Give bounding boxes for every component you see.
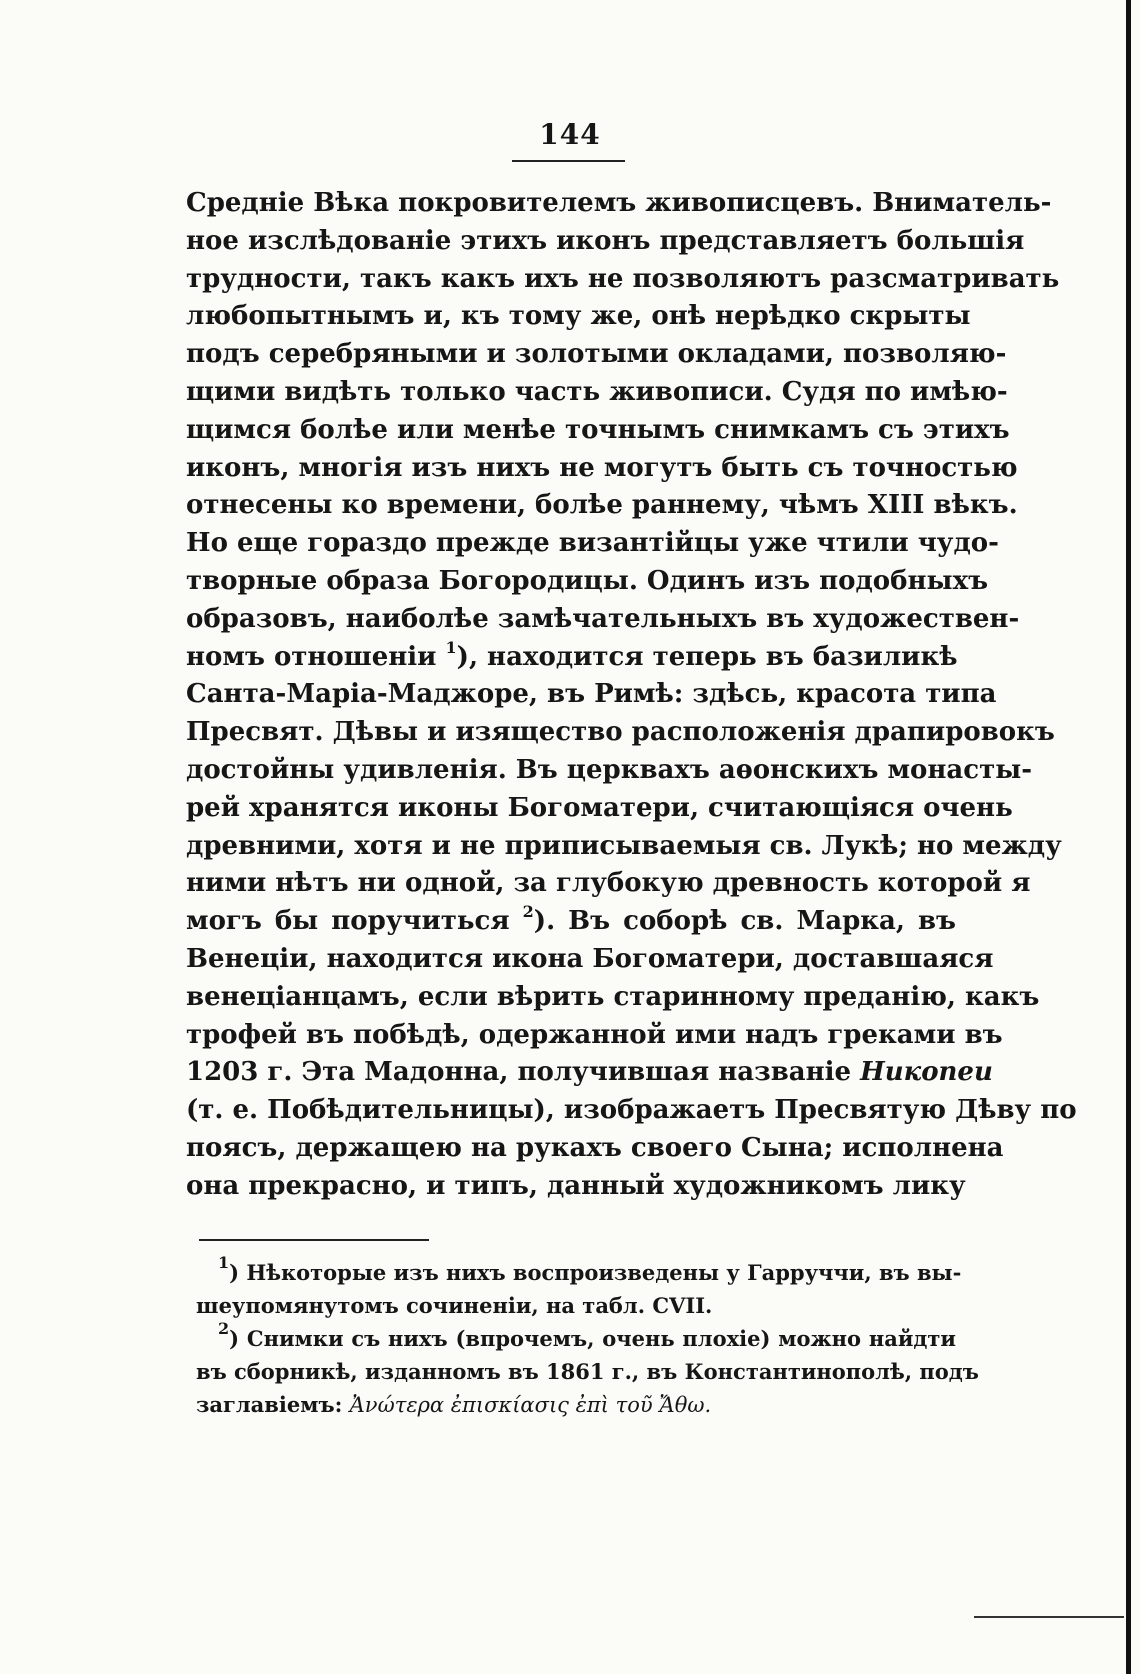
body-text xyxy=(186,185,1077,1206)
footnote-2-line xyxy=(196,1388,956,1421)
page-edge-line xyxy=(1126,0,1131,1674)
text-line: иконъ, многія изъ нихъ не могутъ быть съ точностью xyxy=(186,452,1018,483)
footnote-1-line: шеупомянутомъ сочиненіи, на табл. CVII. xyxy=(196,1293,713,1318)
text-line-part: могъ бы поручиться xyxy=(186,906,510,937)
text-line: любопытнымъ и, къ тому же, онѣ нерѣдко скрыты xyxy=(186,301,971,332)
text-line: Венеціи, находится икона Богоматери, доставшаяся xyxy=(186,943,994,974)
text-line: Пресвят. Дѣвы и изящество расположенія драпировокъ xyxy=(186,717,1055,748)
text-line xyxy=(186,1054,993,1092)
text-line: трудности, такъ какъ ихъ не позволяютъ разсматривать xyxy=(186,263,1060,294)
text-line: (т. е. Побѣдительницы), изображаетъ Пресвятую Дѣву по xyxy=(186,1095,1077,1126)
footnote-2-line xyxy=(196,1319,956,1355)
footnote-marker: 1 xyxy=(218,1253,230,1272)
italic-term: Никопеи xyxy=(860,1057,993,1088)
greek-title: Ἀνώτερα ἐπισκίασις ἐπὶ τοῦ Ἄθω. xyxy=(349,1393,712,1417)
bottom-rule xyxy=(974,1616,1124,1618)
text-line: ними нѣтъ ни одной, за глубокую древность которой я xyxy=(186,868,1031,899)
text-line-part: ). Въ соборѣ св. Марка, въ xyxy=(533,906,956,937)
text-line: достойны удивленія. Въ церквахъ аѳонскихъ монасты- xyxy=(186,754,1033,785)
page-number-rule xyxy=(512,160,625,162)
text-line-part: Средніе Вѣка покровителемъ живописцевъ. Внимател xyxy=(186,188,1023,218)
text-line: образовъ, наиболѣе замѣчательныхъ въ художествен- xyxy=(186,603,1020,634)
footnote-2-line: въ сборникѣ, изданномъ въ 1861 г., въ Константинополѣ, подъ xyxy=(196,1359,979,1384)
text-line-part: 1203 г. Эта Мадонна, получившая названіе xyxy=(186,1057,852,1088)
text-line-part: ), находится теперь въ базиликѣ xyxy=(456,641,958,672)
footnotes xyxy=(196,1253,979,1421)
footnote-ref: 1 xyxy=(445,637,457,657)
text-line-part: ь- xyxy=(1022,188,1052,218)
text-line xyxy=(186,903,956,941)
footnote-marker: 2 xyxy=(218,1319,230,1338)
text-line: древними, хотя и не приписываемыя св. Лукѣ; но между xyxy=(186,830,1062,861)
text-line: рей хранятся иконы Богоматери, считающіяся очень xyxy=(186,792,1013,823)
text-line: подъ серебряными и золотыми окладами, позволяю- xyxy=(186,339,1007,370)
text-line-part: номъ отношеніи xyxy=(186,641,437,672)
footnote-ref: 2 xyxy=(522,902,534,922)
text-line: Санта-Маріа-Маджоре, въ Римѣ: здѣсь, красота типа xyxy=(186,679,997,710)
text-line: щими видѣть только часть живописи. Судя по имѣю- xyxy=(186,376,1008,407)
page-number: 144 xyxy=(539,118,601,151)
text-line xyxy=(186,639,956,677)
text-line: венеціанцамъ, если вѣрить старинному преданію, какъ xyxy=(186,981,1040,1012)
footnote-text: заглавіемъ: xyxy=(196,1392,343,1417)
text-line: щимся болѣе или менѣе точнымъ снимкамъ съ этихъ xyxy=(186,414,1010,445)
text-line: она прекрасно, и типъ, данный художникомъ лику xyxy=(186,1170,966,1201)
footnote-text: ) Нѣкоторые изъ нихъ воспроизведены у Гарруччи, въ вы- xyxy=(229,1260,962,1285)
text-line: творные образа Богородицы. Одинъ изъ подобныхъ xyxy=(186,565,989,596)
text-line: Но еще гораздо прежде византійцы уже чтили чудо- xyxy=(186,528,999,559)
footnote-rule xyxy=(199,1239,429,1241)
text-line: трофей въ побѣдѣ, одержанной ими надъ греками въ xyxy=(186,1019,1003,1050)
footnote-1-line xyxy=(196,1253,962,1289)
text-line: поясъ, держащею на рукахъ своего Сына; исполнена xyxy=(186,1132,1004,1163)
footnote-text: ) Снимки съ нихъ (впрочемъ, очень плохіе) можно найдти xyxy=(229,1326,956,1351)
text-line xyxy=(186,185,1052,223)
text-line: отнесены ко времени, болѣе раннему, чѣмъ XIII вѣкъ. xyxy=(186,490,1018,521)
text-line: ное изслѣдованіе этихъ иконъ представляетъ большія xyxy=(186,225,1025,256)
